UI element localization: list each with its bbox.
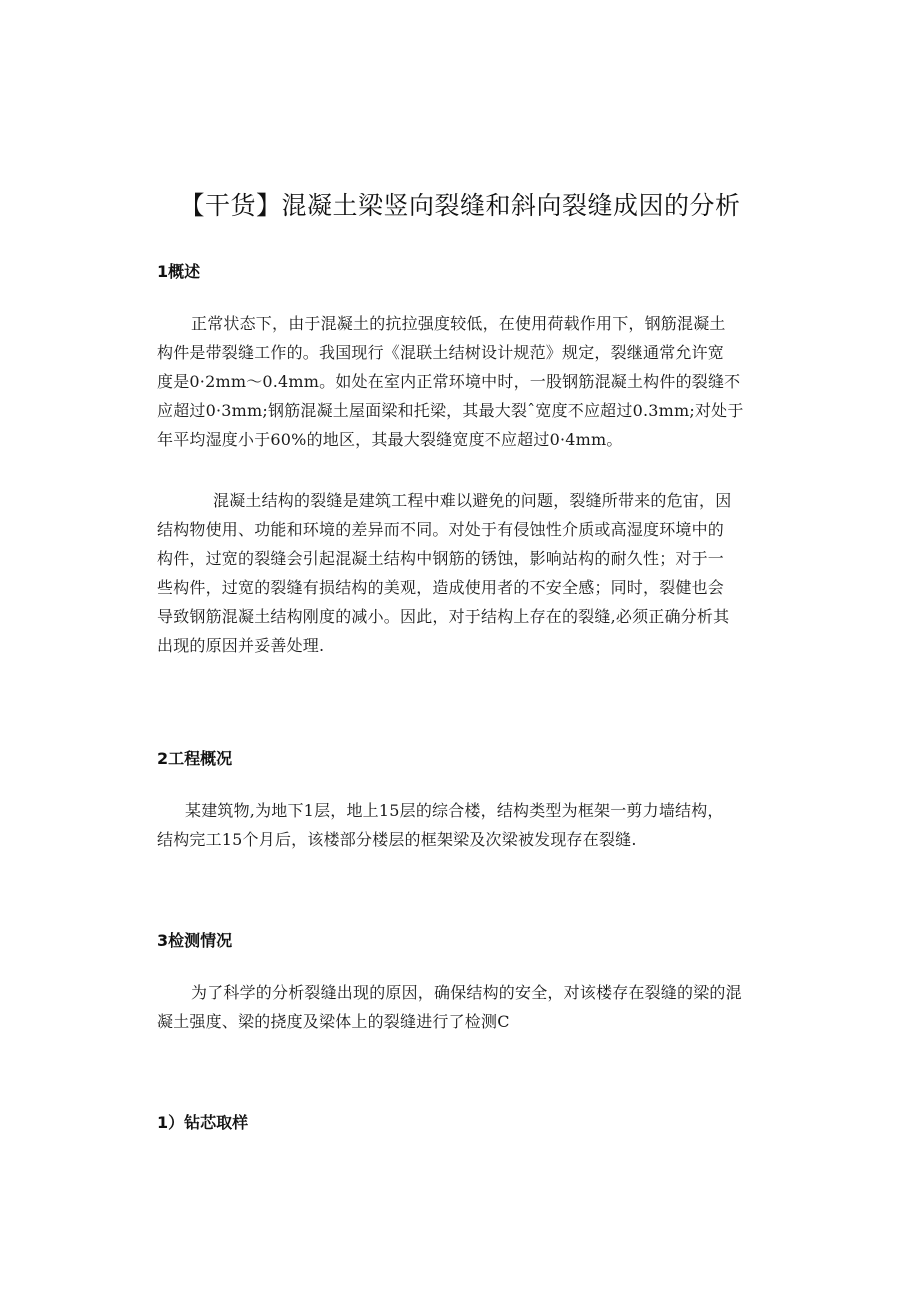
paragraph-overview-1: [157, 309, 769, 454]
text-line: 结构完工15个月后，该楼部分楼层的框架梁及次梁被发现存在裂缝.: [157, 830, 637, 849]
text-line: 混凝土结构的裂缝是建筑工程中难以避免的问题，裂缝所带来的危宙，因: [213, 491, 732, 510]
text-line: 导致钢筋混凝土结构刚度的减小。因此，对于结构上存在的裂缝,必须正确分析其: [157, 607, 730, 626]
text-line: 凝土强度、梁的挠度及梁体上的裂缝进行了检测C: [157, 1012, 510, 1031]
subsection-heading-core-sampling: 1）钻芯取样: [157, 1113, 249, 1132]
section-heading-overview: 1概述: [157, 262, 201, 281]
paragraph-project: [157, 796, 769, 854]
text-line: 应超过0·3mm;钢筋混凝土屋面梁和托梁，其最大裂ˆ宽度不应超过0.3mm;对处于: [157, 401, 744, 420]
text-line: 为了科学的分析裂缝出现的原因，确保结构的安全，对该楼存在裂缝的梁的混: [191, 983, 742, 1002]
text-line: 些构件，过宽的裂缝有损结构的美观，造成使用者的不安全感；同时，裂健也会: [157, 578, 725, 597]
text-line: 出现的原因并妥善处理.: [157, 636, 325, 655]
text-line: 构件是带裂缝工作的。我国现行《混联土结树设计规范》规定，裂继通常允许宽: [157, 343, 725, 362]
paragraph-inspection: [157, 978, 769, 1036]
section-heading-project: 2工程概况: [157, 749, 233, 768]
text-line: 某建筑物,为地下1层，地上15层的综合楼，结构类型为框架一剪力墙结构，: [185, 801, 724, 820]
paragraph-overview-2: [157, 486, 769, 660]
text-line: 构件，过宽的裂缝会引起混凝土结构中钢筋的锈蚀，影响站构的耐久性；对于一: [157, 549, 725, 568]
section-heading-inspection: 3检测情况: [157, 931, 233, 950]
text-line: 结构物使用、功能和环境的差异而不同。对处于有侵蚀性介质或高湿度环境中的: [157, 520, 725, 539]
document-title: 【干货】混凝土梁竖向裂缝和斜向裂缝成因的分析: [179, 191, 741, 220]
text-line: 度是0·2mm～0.4mm。如处在室内正常环境中时，一股钢筋混凝土构件的裂缝不: [157, 372, 741, 391]
text-line: 年平均湿度小于60%的地区，其最大裂缝宽度不应超过0·4mm。: [157, 430, 623, 449]
text-line: 正常状态下，由于混凝土的抗拉强度较低，在使用荷载作用下，钢筋混凝土: [191, 314, 726, 333]
